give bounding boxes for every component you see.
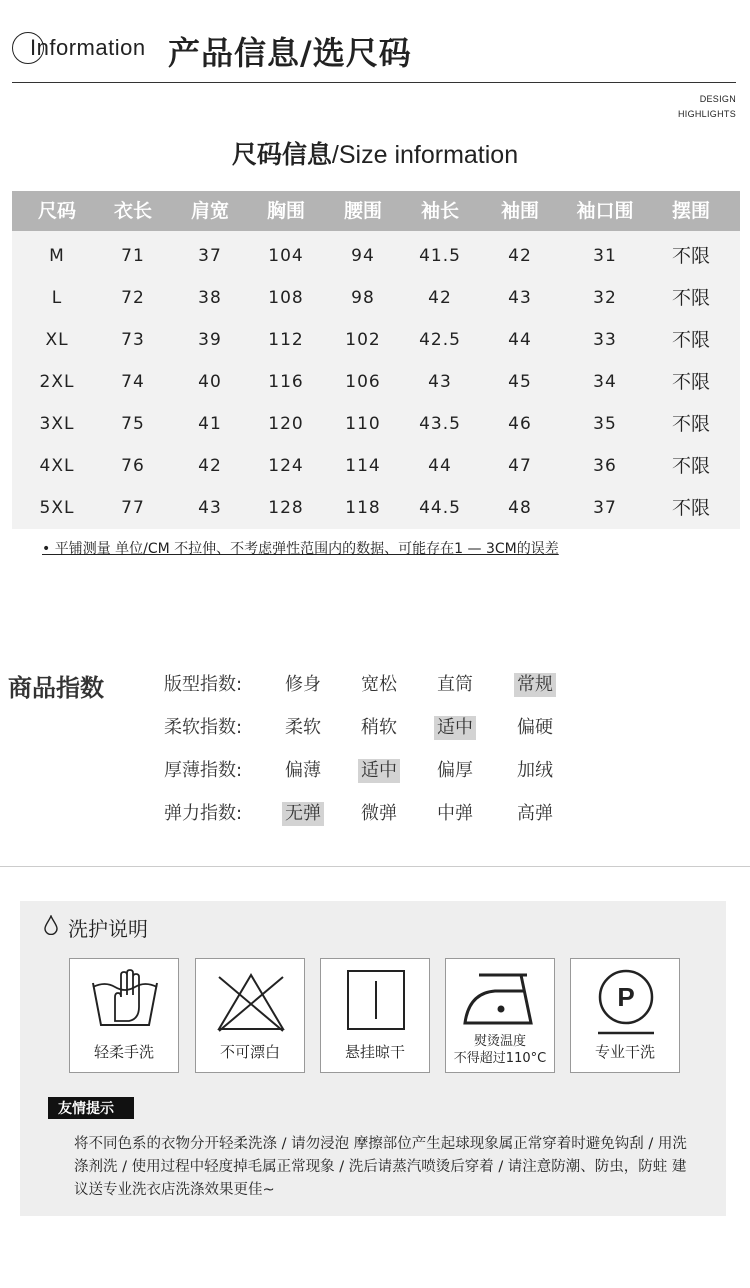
table-cell: 106 xyxy=(345,372,381,392)
table-cell: 不限 xyxy=(671,245,711,267)
index-option: 偏薄 xyxy=(285,760,321,781)
table-cell: 不限 xyxy=(671,329,711,351)
hand-wash-label: 轻柔手洗 xyxy=(93,1043,154,1061)
care-instructions-panel xyxy=(20,901,726,1216)
table-cell: 124 xyxy=(268,456,304,476)
table-cell: 4XL xyxy=(39,456,75,476)
table-cell: 36 xyxy=(593,456,617,476)
friendly-tip-text: 将不同色系的衣物分开轻柔洗涤 / 请勿浸泡 摩擦部位产生起球现象属正常穿着时避免钩刮 / 用洗涤剂洗 / 使用过程中轻度掉毛属正常现象 / 洗后请蒸汽喷烫后穿着 / 请注意防潮、防虫，防蛀 建议送专业洗衣店洗涤效果更佳~ xyxy=(74,1136,687,1198)
highlights-text: HIGHLIGHTS xyxy=(677,109,736,119)
professional-clean-label: 专业干洗 xyxy=(594,1043,655,1061)
table-cell: M xyxy=(49,246,65,266)
page-title: 产品信息/选尺码 xyxy=(168,34,412,72)
column-header: 袖口围 xyxy=(576,200,634,222)
table-cell: 不限 xyxy=(671,497,711,519)
table-cell: 不限 xyxy=(671,371,711,393)
table-cell: 77 xyxy=(121,498,145,518)
index-row-label: 弹力指数: xyxy=(164,803,243,824)
table-cell: 44 xyxy=(428,456,452,476)
column-header: 袖围 xyxy=(500,200,540,222)
line-dry-icon xyxy=(336,967,416,1037)
index-option-selected: 常规 xyxy=(514,673,556,697)
table-cell: 74 xyxy=(121,372,145,392)
table-cell: 42 xyxy=(428,288,452,308)
column-header: 胸围 xyxy=(266,200,306,222)
table-cell: XL xyxy=(45,330,69,350)
table-cell: 48 xyxy=(508,498,532,518)
table-cell: L xyxy=(51,288,63,308)
section-divider xyxy=(0,866,750,867)
index-row xyxy=(0,670,750,700)
table-cell: 40 xyxy=(198,372,222,392)
table-row xyxy=(12,277,740,319)
size-title-en: Size information xyxy=(338,141,519,169)
index-option: 中弹 xyxy=(437,803,473,824)
iron-icon xyxy=(461,967,541,1037)
table-cell: 37 xyxy=(198,246,222,266)
index-option: 加绒 xyxy=(517,760,553,781)
table-cell: 116 xyxy=(268,372,304,392)
index-row xyxy=(0,713,750,743)
table-cell: 35 xyxy=(593,414,617,434)
iron-label xyxy=(446,1033,554,1067)
table-cell: 47 xyxy=(508,456,532,476)
table-cell: 98 xyxy=(351,288,375,308)
index-row-label: 柔软指数: xyxy=(164,717,243,738)
design-text: DESIGN xyxy=(699,94,736,104)
table-cell: 76 xyxy=(121,456,145,476)
line-dry-label: 悬挂晾干 xyxy=(344,1043,405,1061)
table-cell: 2XL xyxy=(39,372,75,392)
table-cell: 43 xyxy=(198,498,222,518)
measurement-note: • 平铺测量 单位/CM 不拉伸、不考虑弹性范围内的数据、可能存在1 — 3CM的误差 xyxy=(42,541,559,557)
size-title-sep: / xyxy=(331,141,339,169)
index-option-selected: 适中 xyxy=(358,759,400,783)
index-option: 稍软 xyxy=(361,717,397,738)
product-index-title: 商品指数 xyxy=(8,674,104,702)
iron-label-line1: 熨烫温度 xyxy=(473,1034,526,1049)
header-en-title xyxy=(12,30,146,66)
header-en-text: Information xyxy=(30,35,146,60)
table-row xyxy=(12,361,740,403)
hand-wash-icon xyxy=(85,967,165,1037)
professional-clean-icon xyxy=(586,967,666,1037)
svg-text:P: P xyxy=(617,982,635,1012)
table-cell: 44 xyxy=(508,330,532,350)
table-cell: 120 xyxy=(268,414,304,434)
size-section-title xyxy=(0,135,750,171)
table-cell: 75 xyxy=(121,414,145,434)
table-cell: 110 xyxy=(345,414,381,434)
table-cell: 41 xyxy=(198,414,222,434)
index-row xyxy=(0,799,750,829)
table-cell: 114 xyxy=(345,456,381,476)
index-option: 高弹 xyxy=(517,803,553,824)
table-row xyxy=(12,445,740,487)
column-header: 摆围 xyxy=(671,200,711,222)
table-cell: 44.5 xyxy=(419,498,461,518)
index-option: 修身 xyxy=(285,674,321,695)
table-cell: 118 xyxy=(345,498,381,518)
table-cell: 73 xyxy=(121,330,145,350)
table-row xyxy=(12,403,740,445)
table-cell: 94 xyxy=(351,246,375,266)
care-card-line-dry xyxy=(320,958,430,1073)
table-row xyxy=(12,235,740,277)
index-option: 偏硬 xyxy=(517,717,553,738)
table-cell: 45 xyxy=(508,372,532,392)
column-header: 尺码 xyxy=(37,200,77,222)
table-cell: 不限 xyxy=(671,413,711,435)
table-cell: 43 xyxy=(508,288,532,308)
size-table xyxy=(12,191,740,529)
friendly-tip-tag: 友情提示 xyxy=(48,1097,134,1119)
column-header: 腰围 xyxy=(343,200,383,222)
size-title-zh: 尺码信息 xyxy=(231,140,332,169)
header-divider xyxy=(12,82,736,83)
column-header: 袖长 xyxy=(420,200,460,222)
care-card-hand-wash xyxy=(69,958,179,1073)
index-option: 微弹 xyxy=(361,803,397,824)
index-row-label: 厚薄指数: xyxy=(164,760,243,781)
table-cell: 37 xyxy=(593,498,617,518)
index-option: 偏厚 xyxy=(437,760,473,781)
table-cell: 32 xyxy=(593,288,617,308)
care-title xyxy=(44,913,148,942)
table-cell: 71 xyxy=(121,246,145,266)
table-cell: 5XL xyxy=(39,498,75,518)
care-card-iron xyxy=(445,958,555,1073)
table-cell: 128 xyxy=(268,498,304,518)
table-cell: 42.5 xyxy=(419,330,461,350)
care-card-no-bleach xyxy=(195,958,305,1073)
table-row xyxy=(12,487,740,529)
table-cell: 112 xyxy=(268,330,304,350)
no-bleach-label: 不可漂白 xyxy=(219,1043,280,1061)
care-title-text: 洗护说明 xyxy=(68,917,148,941)
table-cell: 31 xyxy=(593,246,617,266)
column-header: 衣长 xyxy=(113,200,153,222)
table-cell: 不限 xyxy=(671,287,711,309)
table-cell: 41.5 xyxy=(419,246,461,266)
table-cell: 33 xyxy=(593,330,617,350)
table-cell: 42 xyxy=(508,246,532,266)
index-option-selected: 适中 xyxy=(434,716,476,740)
table-cell: 42 xyxy=(198,456,222,476)
index-row xyxy=(0,756,750,786)
no-bleach-icon xyxy=(211,967,291,1037)
iron-label-line2: 不得超过110°C xyxy=(453,1051,547,1066)
table-cell: 108 xyxy=(268,288,304,308)
table-cell: 43.5 xyxy=(419,414,461,434)
table-cell: 3XL xyxy=(39,414,75,434)
care-card-professional-clean xyxy=(570,958,680,1073)
index-option: 宽松 xyxy=(361,674,397,695)
column-header: 肩宽 xyxy=(190,200,230,222)
index-row-label: 版型指数: xyxy=(164,674,243,695)
table-cell: 不限 xyxy=(671,455,711,477)
water-drop-icon xyxy=(44,915,58,940)
table-cell: 43 xyxy=(428,372,452,392)
index-option: 柔软 xyxy=(285,717,321,738)
design-highlights-label xyxy=(678,92,736,122)
table-row xyxy=(12,319,740,361)
table-cell: 72 xyxy=(121,288,145,308)
table-cell: 102 xyxy=(345,330,381,350)
table-cell: 46 xyxy=(508,414,532,434)
table-cell: 34 xyxy=(593,372,617,392)
index-option-selected: 无弹 xyxy=(282,802,324,826)
size-table-header xyxy=(12,191,740,231)
index-option: 直筒 xyxy=(437,674,473,695)
table-cell: 104 xyxy=(268,246,304,266)
table-cell: 39 xyxy=(198,330,222,350)
table-cell: 38 xyxy=(198,288,222,308)
